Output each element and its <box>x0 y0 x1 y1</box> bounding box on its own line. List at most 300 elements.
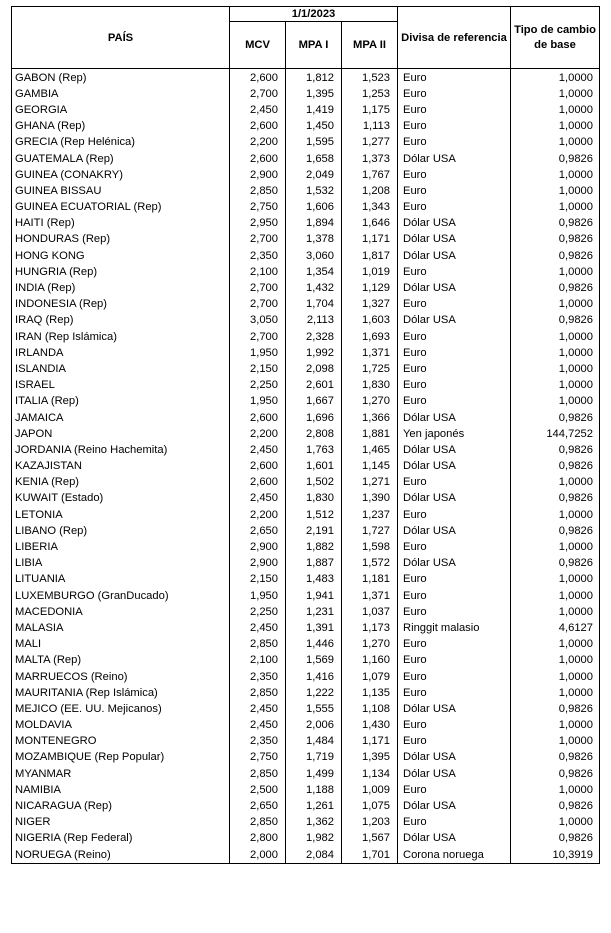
table-row <box>12 669 600 685</box>
cell-divisa: Euro <box>398 669 511 685</box>
cell-mpa1: 1,532 <box>286 183 342 199</box>
cell-tipo: 0,9826 <box>511 701 600 717</box>
cell-tipo: 1,0000 <box>511 102 600 118</box>
cell-mpa1: 1,887 <box>286 556 342 572</box>
cell-pais: NORUEGA (Reino) <box>12 847 230 864</box>
cell-mcv: 2,600 <box>230 410 286 426</box>
cell-divisa: Euro <box>398 637 511 653</box>
cell-tipo: 0,9826 <box>511 216 600 232</box>
header-mpa1: MPA I <box>286 22 342 69</box>
cell-tipo: 0,9826 <box>511 459 600 475</box>
cell-divisa: Euro <box>398 539 511 555</box>
cell-mpa2: 1,817 <box>342 248 398 264</box>
cell-mcv: 2,450 <box>230 442 286 458</box>
cell-divisa: Dólar USA <box>398 750 511 766</box>
table-row <box>12 539 600 555</box>
cell-mpa2: 1,160 <box>342 653 398 669</box>
table-row <box>12 264 600 280</box>
cell-divisa: Euro <box>398 297 511 313</box>
table-row <box>12 718 600 734</box>
cell-divisa: Euro <box>398 588 511 604</box>
table-row <box>12 507 600 523</box>
cell-mcv: 2,850 <box>230 685 286 701</box>
cell-mcv: 2,450 <box>230 102 286 118</box>
cell-mpa2: 1,253 <box>342 86 398 102</box>
cell-mpa2: 1,203 <box>342 815 398 831</box>
cell-pais: KAZAJISTAN <box>12 459 230 475</box>
cell-pais: IRAN (Rep Islámica) <box>12 329 230 345</box>
cell-mcv: 2,450 <box>230 491 286 507</box>
cell-mpa1: 1,362 <box>286 815 342 831</box>
cell-mpa2: 1,019 <box>342 264 398 280</box>
cell-mpa2: 1,181 <box>342 572 398 588</box>
cell-mpa2: 1,693 <box>342 329 398 345</box>
cell-divisa: Dólar USA <box>398 313 511 329</box>
cell-tipo: 1,0000 <box>511 264 600 280</box>
cell-divisa: Dólar USA <box>398 523 511 539</box>
table-row <box>12 345 600 361</box>
cell-mpa2: 1,366 <box>342 410 398 426</box>
cell-mpa2: 1,343 <box>342 200 398 216</box>
cell-tipo: 1,0000 <box>511 345 600 361</box>
cell-pais: MACEDONIA <box>12 604 230 620</box>
cell-pais: GRECIA (Rep Helénica) <box>12 135 230 151</box>
cell-tipo: 1,0000 <box>511 507 600 523</box>
table-row <box>12 378 600 394</box>
cell-pais: INDONESIA (Rep) <box>12 297 230 313</box>
table-body <box>12 69 600 864</box>
cell-divisa: Euro <box>398 394 511 410</box>
cell-tipo: 1,0000 <box>511 69 600 87</box>
cell-mcv: 2,100 <box>230 653 286 669</box>
allowance-table <box>11 6 600 864</box>
cell-mpa1: 1,719 <box>286 750 342 766</box>
cell-mpa2: 1,145 <box>342 459 398 475</box>
cell-mpa2: 1,598 <box>342 539 398 555</box>
cell-pais: NAMIBIA <box>12 782 230 798</box>
cell-tipo: 1,0000 <box>511 734 600 750</box>
cell-mpa1: 1,231 <box>286 604 342 620</box>
cell-tipo: 0,9826 <box>511 313 600 329</box>
cell-mpa2: 1,725 <box>342 361 398 377</box>
cell-mcv: 2,950 <box>230 216 286 232</box>
cell-mpa1: 1,261 <box>286 798 342 814</box>
table-row <box>12 102 600 118</box>
cell-mcv: 2,700 <box>230 329 286 345</box>
cell-mpa2: 1,327 <box>342 297 398 313</box>
cell-pais: HAITI (Rep) <box>12 216 230 232</box>
cell-mcv: 2,750 <box>230 750 286 766</box>
table-row <box>12 701 600 717</box>
cell-mpa1: 1,696 <box>286 410 342 426</box>
cell-divisa: Yen japonés <box>398 426 511 442</box>
cell-mcv: 2,350 <box>230 248 286 264</box>
cell-tipo: 0,9826 <box>511 523 600 539</box>
cell-pais: HUNGRIA (Rep) <box>12 264 230 280</box>
cell-pais: LETONIA <box>12 507 230 523</box>
cell-mpa1: 1,391 <box>286 620 342 636</box>
cell-tipo: 1,0000 <box>511 200 600 216</box>
table-header <box>12 7 600 69</box>
cell-divisa: Euro <box>398 507 511 523</box>
cell-tipo: 10,3919 <box>511 847 600 864</box>
table-row <box>12 782 600 798</box>
cell-divisa: Dólar USA <box>398 831 511 847</box>
cell-mpa2: 1,037 <box>342 604 398 620</box>
table-row <box>12 572 600 588</box>
cell-tipo: 0,9826 <box>511 442 600 458</box>
cell-mcv: 2,600 <box>230 459 286 475</box>
table-row <box>12 766 600 782</box>
cell-mcv: 2,350 <box>230 734 286 750</box>
cell-divisa: Euro <box>398 734 511 750</box>
header-divisa: Divisa de referencia <box>398 7 511 69</box>
cell-mcv: 1,950 <box>230 588 286 604</box>
cell-mpa1: 1,512 <box>286 507 342 523</box>
cell-pais: LITUANIA <box>12 572 230 588</box>
cell-mpa1: 1,416 <box>286 669 342 685</box>
table-row <box>12 734 600 750</box>
cell-mpa2: 1,075 <box>342 798 398 814</box>
cell-mpa1: 1,763 <box>286 442 342 458</box>
cell-divisa: Dólar USA <box>398 151 511 167</box>
cell-tipo: 0,9826 <box>511 831 600 847</box>
cell-mpa1: 2,191 <box>286 523 342 539</box>
table-row <box>12 750 600 766</box>
cell-pais: INDIA (Rep) <box>12 280 230 296</box>
cell-divisa: Euro <box>398 69 511 87</box>
cell-divisa: Euro <box>398 167 511 183</box>
table-row <box>12 685 600 701</box>
cell-mpa1: 1,555 <box>286 701 342 717</box>
table-row <box>12 847 600 864</box>
cell-divisa: Euro <box>398 378 511 394</box>
cell-divisa: Euro <box>398 815 511 831</box>
cell-tipo: 0,9826 <box>511 151 600 167</box>
cell-mcv: 2,700 <box>230 232 286 248</box>
cell-mpa2: 1,208 <box>342 183 398 199</box>
cell-mpa1: 1,188 <box>286 782 342 798</box>
cell-mpa1: 1,992 <box>286 345 342 361</box>
cell-tipo: 1,0000 <box>511 119 600 135</box>
cell-mpa1: 1,982 <box>286 831 342 847</box>
cell-mpa2: 1,171 <box>342 232 398 248</box>
cell-divisa: Euro <box>398 329 511 345</box>
cell-tipo: 1,0000 <box>511 361 600 377</box>
cell-mcv: 2,900 <box>230 167 286 183</box>
cell-divisa: Dólar USA <box>398 216 511 232</box>
cell-mpa2: 1,134 <box>342 766 398 782</box>
table-row <box>12 394 600 410</box>
cell-pais: ISLANDIA <box>12 361 230 377</box>
cell-mcv: 2,350 <box>230 669 286 685</box>
cell-divisa: Euro <box>398 361 511 377</box>
cell-mcv: 2,150 <box>230 572 286 588</box>
cell-tipo: 1,0000 <box>511 475 600 491</box>
table-row <box>12 69 600 87</box>
cell-mcv: 2,250 <box>230 604 286 620</box>
cell-mcv: 2,700 <box>230 280 286 296</box>
table-row <box>12 200 600 216</box>
cell-mpa2: 1,079 <box>342 669 398 685</box>
cell-pais: NICARAGUA (Rep) <box>12 798 230 814</box>
cell-tipo: 1,0000 <box>511 637 600 653</box>
table-row <box>12 620 600 636</box>
cell-mpa1: 1,419 <box>286 102 342 118</box>
cell-mpa1: 1,432 <box>286 280 342 296</box>
cell-mpa1: 1,222 <box>286 685 342 701</box>
cell-pais: GUATEMALA (Rep) <box>12 151 230 167</box>
cell-mpa1: 1,354 <box>286 264 342 280</box>
cell-pais: ISRAEL <box>12 378 230 394</box>
cell-mpa2: 1,395 <box>342 750 398 766</box>
cell-divisa: Dólar USA <box>398 798 511 814</box>
table-row <box>12 313 600 329</box>
cell-mpa2: 1,270 <box>342 637 398 653</box>
cell-divisa: Dólar USA <box>398 459 511 475</box>
cell-mcv: 2,200 <box>230 135 286 151</box>
cell-divisa: Euro <box>398 200 511 216</box>
cell-mcv: 2,450 <box>230 620 286 636</box>
cell-mcv: 2,850 <box>230 766 286 782</box>
cell-mpa2: 1,270 <box>342 394 398 410</box>
cell-tipo: 1,0000 <box>511 685 600 701</box>
table-row <box>12 491 600 507</box>
cell-divisa: Euro <box>398 782 511 798</box>
cell-tipo: 0,9826 <box>511 248 600 264</box>
cell-mpa2: 1,646 <box>342 216 398 232</box>
cell-tipo: 1,0000 <box>511 653 600 669</box>
cell-pais: MALI <box>12 637 230 653</box>
cell-divisa: Euro <box>398 572 511 588</box>
cell-mcv: 2,700 <box>230 297 286 313</box>
cell-pais: GUINEA (CONAKRY) <box>12 167 230 183</box>
cell-divisa: Euro <box>398 604 511 620</box>
table-row <box>12 167 600 183</box>
cell-pais: KENIA (Rep) <box>12 475 230 491</box>
cell-divisa: Dólar USA <box>398 491 511 507</box>
cell-divisa: Dólar USA <box>398 248 511 264</box>
cell-mcv: 2,850 <box>230 637 286 653</box>
table-row <box>12 815 600 831</box>
cell-mcv: 2,100 <box>230 264 286 280</box>
cell-pais: MAURITANIA (Rep Islámica) <box>12 685 230 701</box>
cell-mpa1: 1,812 <box>286 69 342 87</box>
cell-mpa2: 1,881 <box>342 426 398 442</box>
cell-mpa1: 1,395 <box>286 86 342 102</box>
cell-tipo: 1,0000 <box>511 378 600 394</box>
cell-divisa: Euro <box>398 718 511 734</box>
table-row <box>12 410 600 426</box>
table-row <box>12 86 600 102</box>
cell-mpa2: 1,767 <box>342 167 398 183</box>
table-row <box>12 442 600 458</box>
cell-mpa2: 1,830 <box>342 378 398 394</box>
cell-divisa: Euro <box>398 102 511 118</box>
cell-pais: HONG KONG <box>12 248 230 264</box>
cell-tipo: 4,6127 <box>511 620 600 636</box>
cell-mcv: 2,200 <box>230 507 286 523</box>
cell-mpa2: 1,430 <box>342 718 398 734</box>
cell-mpa2: 1,572 <box>342 556 398 572</box>
cell-divisa: Dólar USA <box>398 232 511 248</box>
cell-mpa2: 1,701 <box>342 847 398 864</box>
cell-tipo: 144,7252 <box>511 426 600 442</box>
header-mpa2: MPA II <box>342 22 398 69</box>
cell-divisa: Euro <box>398 264 511 280</box>
cell-mpa2: 1,373 <box>342 151 398 167</box>
cell-pais: KUWAIT (Estado) <box>12 491 230 507</box>
cell-pais: MOLDAVIA <box>12 718 230 734</box>
cell-mcv: 2,200 <box>230 426 286 442</box>
table-row <box>12 523 600 539</box>
cell-pais: MARRUECOS (Reino) <box>12 669 230 685</box>
cell-mpa1: 1,894 <box>286 216 342 232</box>
cell-mcv: 2,600 <box>230 151 286 167</box>
table-row <box>12 183 600 199</box>
cell-mpa2: 1,727 <box>342 523 398 539</box>
cell-mpa1: 1,941 <box>286 588 342 604</box>
cell-pais: NIGERIA (Rep Federal) <box>12 831 230 847</box>
table-row <box>12 653 600 669</box>
cell-mcv: 2,000 <box>230 847 286 864</box>
table-row <box>12 459 600 475</box>
cell-mpa1: 1,450 <box>286 119 342 135</box>
table-row <box>12 556 600 572</box>
cell-mpa2: 1,603 <box>342 313 398 329</box>
cell-divisa: Dólar USA <box>398 410 511 426</box>
cell-pais: GHANA (Rep) <box>12 119 230 135</box>
cell-pais: GEORGIA <box>12 102 230 118</box>
cell-mcv: 2,650 <box>230 798 286 814</box>
cell-mpa1: 2,328 <box>286 329 342 345</box>
cell-mpa1: 1,667 <box>286 394 342 410</box>
cell-mpa2: 1,271 <box>342 475 398 491</box>
cell-mpa1: 2,113 <box>286 313 342 329</box>
cell-divisa: Euro <box>398 119 511 135</box>
cell-mpa1: 3,060 <box>286 248 342 264</box>
header-mcv: MCV <box>230 22 286 69</box>
cell-pais: HONDURAS (Rep) <box>12 232 230 248</box>
cell-mcv: 2,700 <box>230 86 286 102</box>
cell-mpa2: 1,390 <box>342 491 398 507</box>
table-row <box>12 831 600 847</box>
cell-mcv: 2,800 <box>230 831 286 847</box>
cell-mcv: 2,450 <box>230 701 286 717</box>
cell-divisa: Dólar USA <box>398 442 511 458</box>
table-row <box>12 248 600 264</box>
table-row <box>12 232 600 248</box>
header-tipo: Tipo de cambio de base <box>511 7 600 69</box>
cell-mpa1: 1,484 <box>286 734 342 750</box>
cell-pais: GUINEA ECUATORIAL (Rep) <box>12 200 230 216</box>
cell-pais: JAPON <box>12 426 230 442</box>
cell-mpa2: 1,135 <box>342 685 398 701</box>
cell-mpa1: 2,601 <box>286 378 342 394</box>
table-row <box>12 280 600 296</box>
cell-mpa2: 1,523 <box>342 69 398 87</box>
cell-mpa2: 1,173 <box>342 620 398 636</box>
cell-tipo: 1,0000 <box>511 669 600 685</box>
cell-divisa: Dólar USA <box>398 766 511 782</box>
cell-mpa1: 1,499 <box>286 766 342 782</box>
cell-pais: MALTA (Rep) <box>12 653 230 669</box>
cell-tipo: 1,0000 <box>511 135 600 151</box>
cell-tipo: 1,0000 <box>511 782 600 798</box>
cell-mpa2: 1,567 <box>342 831 398 847</box>
table-row <box>12 588 600 604</box>
cell-mpa1: 2,049 <box>286 167 342 183</box>
cell-mcv: 2,600 <box>230 69 286 87</box>
cell-divisa: Corona noruega <box>398 847 511 864</box>
cell-pais: MEJICO (EE. UU. Mejicanos) <box>12 701 230 717</box>
cell-tipo: 0,9826 <box>511 556 600 572</box>
cell-tipo: 0,9826 <box>511 766 600 782</box>
cell-tipo: 0,9826 <box>511 410 600 426</box>
cell-pais: GUINEA BISSAU <box>12 183 230 199</box>
cell-mpa2: 1,371 <box>342 345 398 361</box>
cell-mcv: 3,050 <box>230 313 286 329</box>
cell-tipo: 1,0000 <box>511 539 600 555</box>
cell-pais: LIBERIA <box>12 539 230 555</box>
cell-divisa: Dólar USA <box>398 701 511 717</box>
cell-pais: JAMAICA <box>12 410 230 426</box>
cell-tipo: 1,0000 <box>511 183 600 199</box>
cell-pais: IRLANDA <box>12 345 230 361</box>
cell-tipo: 1,0000 <box>511 86 600 102</box>
cell-mcv: 2,250 <box>230 378 286 394</box>
cell-divisa: Euro <box>398 135 511 151</box>
cell-mpa2: 1,108 <box>342 701 398 717</box>
cell-tipo: 0,9826 <box>511 280 600 296</box>
cell-divisa: Euro <box>398 685 511 701</box>
cell-mcv: 2,850 <box>230 815 286 831</box>
cell-pais: GAMBIA <box>12 86 230 102</box>
cell-mpa1: 1,595 <box>286 135 342 151</box>
cell-divisa: Ringgit malasio <box>398 620 511 636</box>
cell-pais: MYANMAR <box>12 766 230 782</box>
cell-mcv: 2,750 <box>230 200 286 216</box>
table-row <box>12 135 600 151</box>
cell-tipo: 1,0000 <box>511 394 600 410</box>
cell-divisa: Dólar USA <box>398 280 511 296</box>
cell-mpa1: 1,502 <box>286 475 342 491</box>
cell-pais: MONTENEGRO <box>12 734 230 750</box>
cell-divisa: Euro <box>398 345 511 361</box>
cell-mpa2: 1,277 <box>342 135 398 151</box>
cell-pais: MALASIA <box>12 620 230 636</box>
cell-mcv: 2,900 <box>230 556 286 572</box>
table-row <box>12 604 600 620</box>
header-pais: PAÍS <box>12 7 230 69</box>
table-row <box>12 475 600 491</box>
cell-tipo: 0,9826 <box>511 232 600 248</box>
table-row <box>12 151 600 167</box>
cell-mpa2: 1,009 <box>342 782 398 798</box>
table-row <box>12 637 600 653</box>
cell-mpa2: 1,171 <box>342 734 398 750</box>
cell-mpa1: 1,882 <box>286 539 342 555</box>
cell-mcv: 2,500 <box>230 782 286 798</box>
cell-mpa2: 1,371 <box>342 588 398 604</box>
cell-mpa2: 1,129 <box>342 280 398 296</box>
cell-tipo: 1,0000 <box>511 815 600 831</box>
cell-mpa1: 1,569 <box>286 653 342 669</box>
cell-pais: MOZAMBIQUE (Rep Popular) <box>12 750 230 766</box>
cell-mpa1: 1,378 <box>286 232 342 248</box>
cell-mcv: 1,950 <box>230 394 286 410</box>
cell-tipo: 0,9826 <box>511 798 600 814</box>
